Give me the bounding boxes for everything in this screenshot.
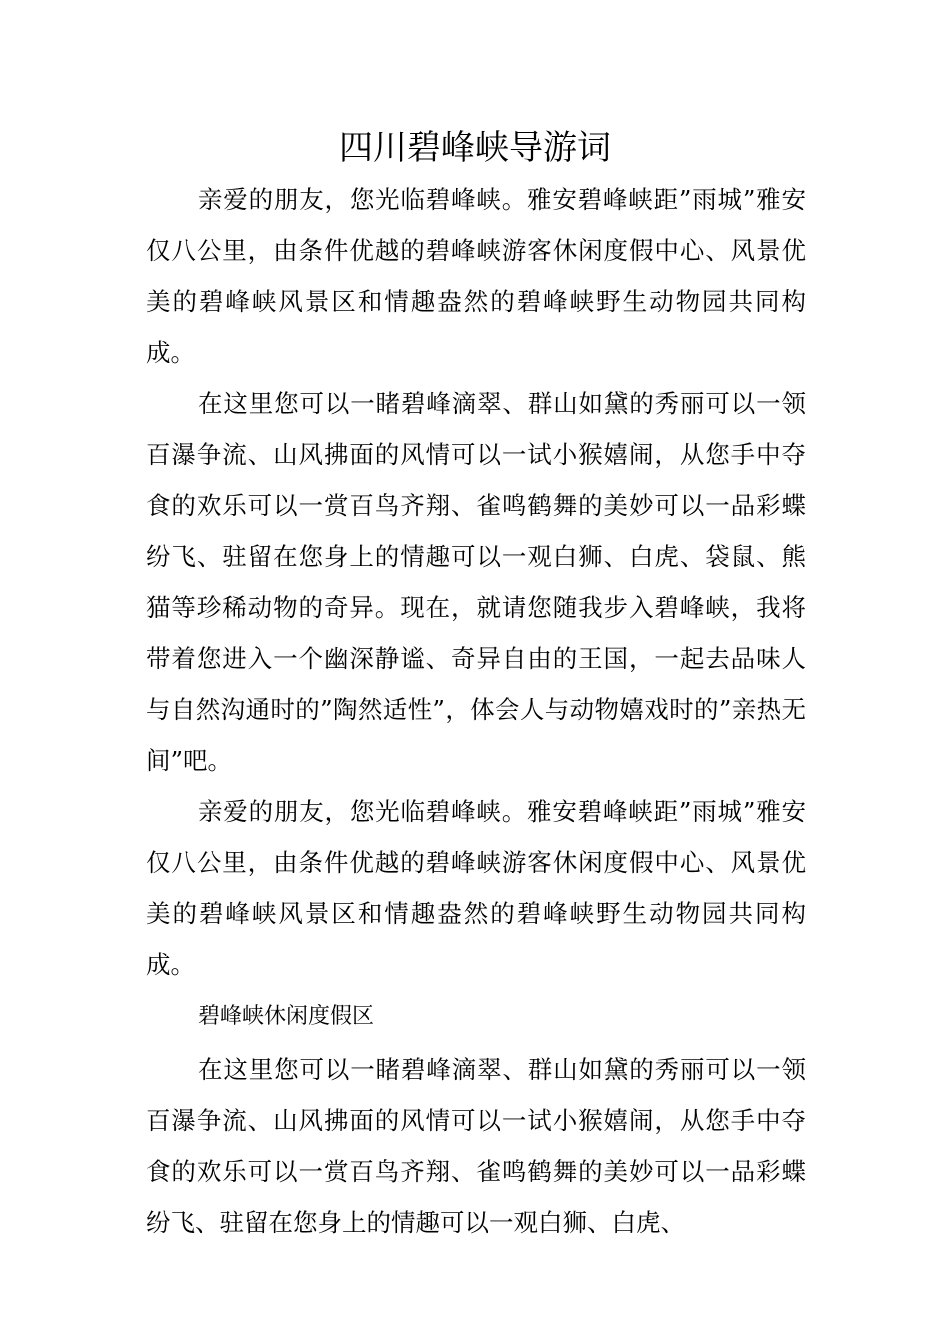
section-subheading: 碧峰峡休闲度假区 — [198, 1004, 375, 1029]
paragraph-highlights-repeat: 在这里您可以一睹碧峰滴翠、群山如黛的秀丽可以一领百瀑争流、山风拂面的风情可以一试小猴嬉闹，从您手中夺食的欢乐可以一赏百鸟齐翔、雀鸣鹤舞的美妙可以一品彩蝶纷飞、驻留在您身上的情趣可以一观白狮、白虎、 — [146, 1055, 806, 1237]
page-title: 四川碧峰峡导游词 — [339, 128, 611, 168]
paragraph-intro: 亲爱的朋友，您光临碧峰峡。雅安碧峰峡距”雨城”雅安仅八公里，由条件优越的碧峰峡游客休闲度假中心、风景优美的碧峰峡风景区和情趣盎然的碧峰峡野生动物园共同构成。 — [146, 185, 806, 367]
document-body — [146, 174, 806, 1248]
paragraph-highlights: 在这里您可以一睹碧峰滴翠、群山如黛的秀丽可以一领百瀑争流、山风拂面的风情可以一试小猴嬉闹，从您手中夺食的欢乐可以一赏百鸟齐翔、雀鸣鹤舞的美妙可以一品彩蝶纷飞、驻留在您身上的情趣可以一观白狮、白虎、袋鼠、熊猫等珍稀动物的奇异。现在，就请您随我步入碧峰峡，我将带着您进入一个幽深静谧、奇异自由的王国，一起去品味人与自然沟通时的”陶然适性”，体会人与动物嬉戏时的”亲热无间”吧。 — [146, 389, 806, 775]
paragraph-intro-repeat: 亲爱的朋友，您光临碧峰峡。雅安碧峰峡距”雨城”雅安仅八公里，由条件优越的碧峰峡游客休闲度假中心、风景优美的碧峰峡风景区和情趣盎然的碧峰峡野生动物园共同构成。 — [146, 797, 806, 979]
